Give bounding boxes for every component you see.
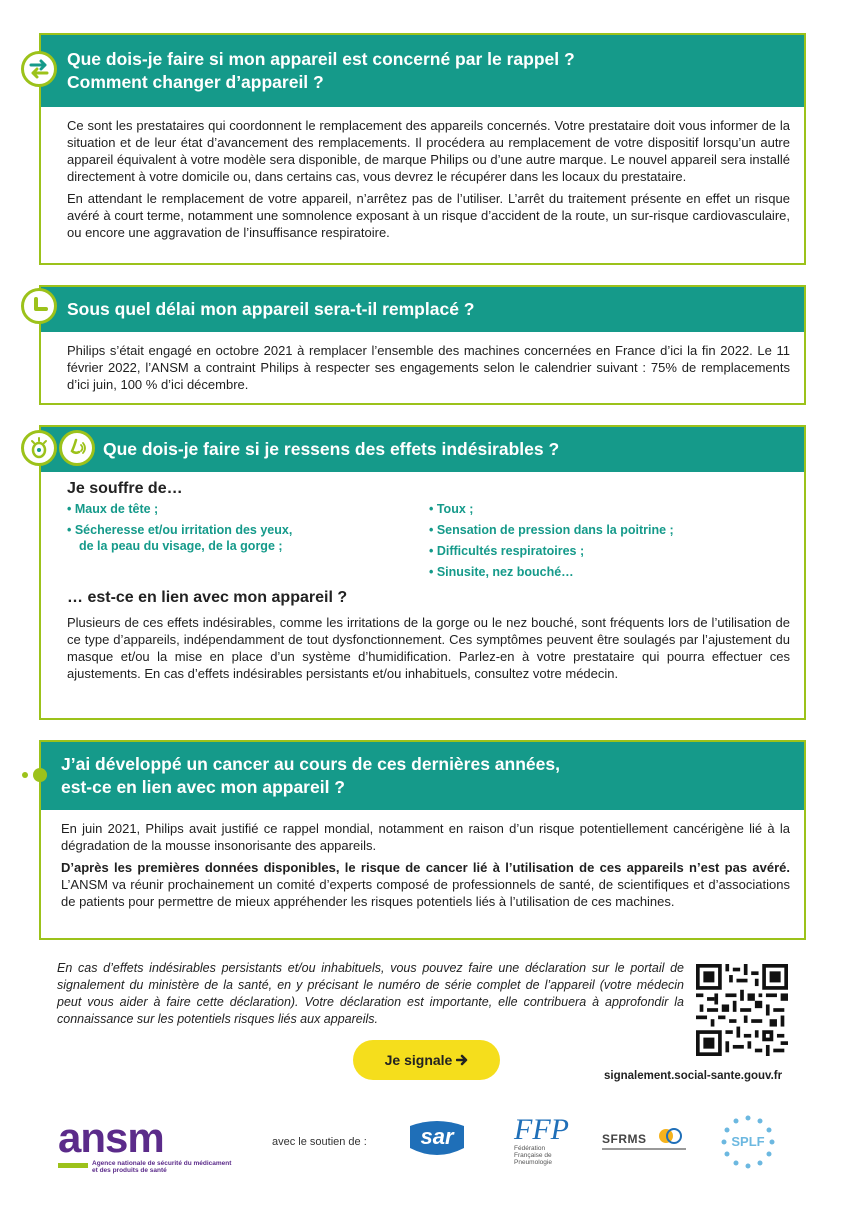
- section-title-line1: J’ai développé un cancer au cours de ces dernières années,: [61, 754, 560, 774]
- symptom-item: • Sinusite, nez bouché…: [429, 565, 574, 579]
- ffp-wordmark: FFP: [514, 1113, 569, 1146]
- symptom-item: • Toux ;: [429, 502, 474, 516]
- sar-logo: [406, 1118, 468, 1162]
- arrow-right-icon: [456, 1054, 468, 1066]
- sfrms-rule: [602, 1148, 686, 1150]
- ffp-subtitle: [514, 1145, 574, 1166]
- ffp-line2: Française de: [514, 1152, 552, 1159]
- ansm-tagline-line2: et des produits de santé: [92, 1167, 167, 1174]
- symptom-item: • Sensation de pression dans la poitrine ;: [429, 523, 674, 537]
- ansm-logo: [58, 1115, 248, 1175]
- paragraph-rest: L’ANSM va réunir prochainement un comité d’experts composé de professionnels de santé, de scientifiques et d’associations de patients pour permettre de mieux appréhender les risques potentiels liés à l’utilisation de ces machines.: [61, 877, 790, 909]
- paragraph: En attendant le remplacement de votre appareil, n’arrêtez pas de l’utiliser. L’arrêt du traitement présente en effet un risque avéré à court terme, notamment une somnolence exposant à un risque d’accident de la route, un sur-risque cardiovasculaire, ou encore une aggravation de l’insuffisance respiratoire.: [67, 191, 790, 240]
- section-header: [41, 427, 804, 472]
- support-label: avec le soutien de :: [272, 1136, 367, 1148]
- ffp-line1: Fédération: [514, 1145, 546, 1152]
- sar-wordmark: sar: [420, 1124, 454, 1149]
- section-delay: [39, 285, 806, 405]
- link-question: … est-ce en lien avec mon appareil ?: [67, 589, 348, 606]
- declaration-text: En cas d’effets indésirables persistants et/ou inhabituels, vous pouvez faire une déclaration sur le portail de signalement du ministère de la santé, en y précisant le numéro de série complet de l’appareil (votre médecin peut vous aider à faire cette déclaration). Votre déclaration est importante, elle contribuera à approfondir la connaissance sur les potentiels risques liés aux appareils.: [57, 961, 684, 1026]
- section-body: [41, 472, 804, 682]
- section-title-line2: Comment changer d’appareil ?: [67, 72, 324, 92]
- sfrms-circles-icon: [658, 1128, 686, 1144]
- ansm-bar: [58, 1163, 88, 1168]
- signal-button-label: Je signale: [384, 1052, 453, 1068]
- eye-icon: [21, 430, 57, 466]
- bold-statement: D’après les premières données disponibles, le risque de cancer lié à l’utilisation de ces appareils n’est pas avéré.: [61, 860, 790, 875]
- section-side-effects: [39, 425, 806, 720]
- section-cancer: [39, 740, 806, 940]
- ffp-logo: [514, 1115, 574, 1175]
- ansm-tagline-line1: Agence nationale de sécurité du médicament: [92, 1160, 232, 1167]
- section-title-line1: Que dois-je faire si mon appareil est concerné par le rappel ?: [67, 49, 575, 69]
- symptom-item: • Difficultés respiratoires ;: [429, 544, 585, 558]
- section-title-line2: est-ce en lien avec mon appareil ?: [61, 777, 345, 797]
- dots-icon: [21, 767, 51, 788]
- section-header: [41, 287, 804, 332]
- ansm-tagline-text: [92, 1160, 231, 1174]
- paragraph: Philips s’était engagé en octobre 2021 à remplacer l’ensemble des machines concernées en France d’ici la fin 2022. Le 11 février 2022, l’ANSM a contraint Philips à respecter ses engagements selon le calendrier suivant : 75% de remplacements d’ici juin, 100 % d’ici décembre.: [67, 343, 790, 392]
- signal-button[interactable]: [353, 1040, 500, 1080]
- signalement-url[interactable]: signalement.social-sante.gouv.fr: [604, 1070, 783, 1082]
- splf-wordmark: SPLF: [731, 1134, 765, 1149]
- splf-logo: [718, 1112, 778, 1172]
- ansm-wordmark: ansm: [58, 1114, 164, 1161]
- symptoms-heading: Je souffre de…: [67, 480, 183, 497]
- ffp-line3: Pneumologie: [514, 1159, 552, 1166]
- symptoms-left: [67, 499, 429, 583]
- clock-icon: [21, 288, 57, 324]
- swap-arrows-icon: [21, 51, 57, 87]
- symptom-item: • Maux de tête ;: [67, 502, 159, 516]
- symptom-item: de la peau du visage, de la gorge ;: [79, 539, 283, 553]
- section-title: Sous quel délai mon appareil sera-t-il remplacé ?: [67, 299, 475, 319]
- section-header: [41, 35, 804, 107]
- section-header: [41, 742, 804, 810]
- paragraph: Ce sont les prestataires qui coordonnent le remplacement des appareils concernés. Votre prestataire doit vous informer de la situation et de leur état d’avancement des remplacements. Il procédera au remplacement de votre dispositif lorsqu’un autre appareil équivalent à votre modèle sera disponible, de marque Philips ou d’une autre marque. Le nouvel appareil sera installé directement à votre domicile ou, dans certains cas, vous devrez le récupérer dans les locaux du prestataire.: [67, 118, 790, 184]
- sfrms-wordmark: SFRMS: [602, 1132, 647, 1146]
- qr-code[interactable]: [696, 964, 788, 1056]
- symptoms-right: [429, 499, 674, 583]
- paragraph: Plusieurs de ces effets indésirables, comme les irritations de la gorge ou le nez bouché, sont fréquents lors de l’utilisation de ce type d’appareils, indépendamment de tout dysfonctionnement. Ces symptômes peuvent être soulagés par l’ajustement du masque et/ou la mise en place d’un système d’humidification. Parlez-en à votre prestataire qui pourra effectuer ces ajustements. En cas d’effets indésirables persistants et/ou inhabituels, consultez votre médecin.: [67, 615, 790, 681]
- section-title: Que dois-je faire si je ressens des effets indésirables ?: [103, 439, 560, 459]
- section-body: [41, 107, 804, 241]
- symptoms-list: [67, 499, 790, 583]
- sfrms-logo: [602, 1130, 688, 1160]
- nose-icon: [59, 430, 95, 466]
- section-replacement: [39, 33, 806, 265]
- section-body: [41, 332, 804, 393]
- paragraph: En juin 2021, Philips avait justifié ce rappel mondial, notamment en raison d’un risque potentiellement cancérigène lié à la dégradation de la mousse insonorisante des appareils.: [61, 821, 790, 853]
- symptom-item: • Sécheresse et/ou irritation des yeux,: [67, 523, 293, 537]
- section-body: [41, 810, 804, 910]
- paragraph: [61, 859, 790, 910]
- ansm-tagline: [58, 1160, 248, 1174]
